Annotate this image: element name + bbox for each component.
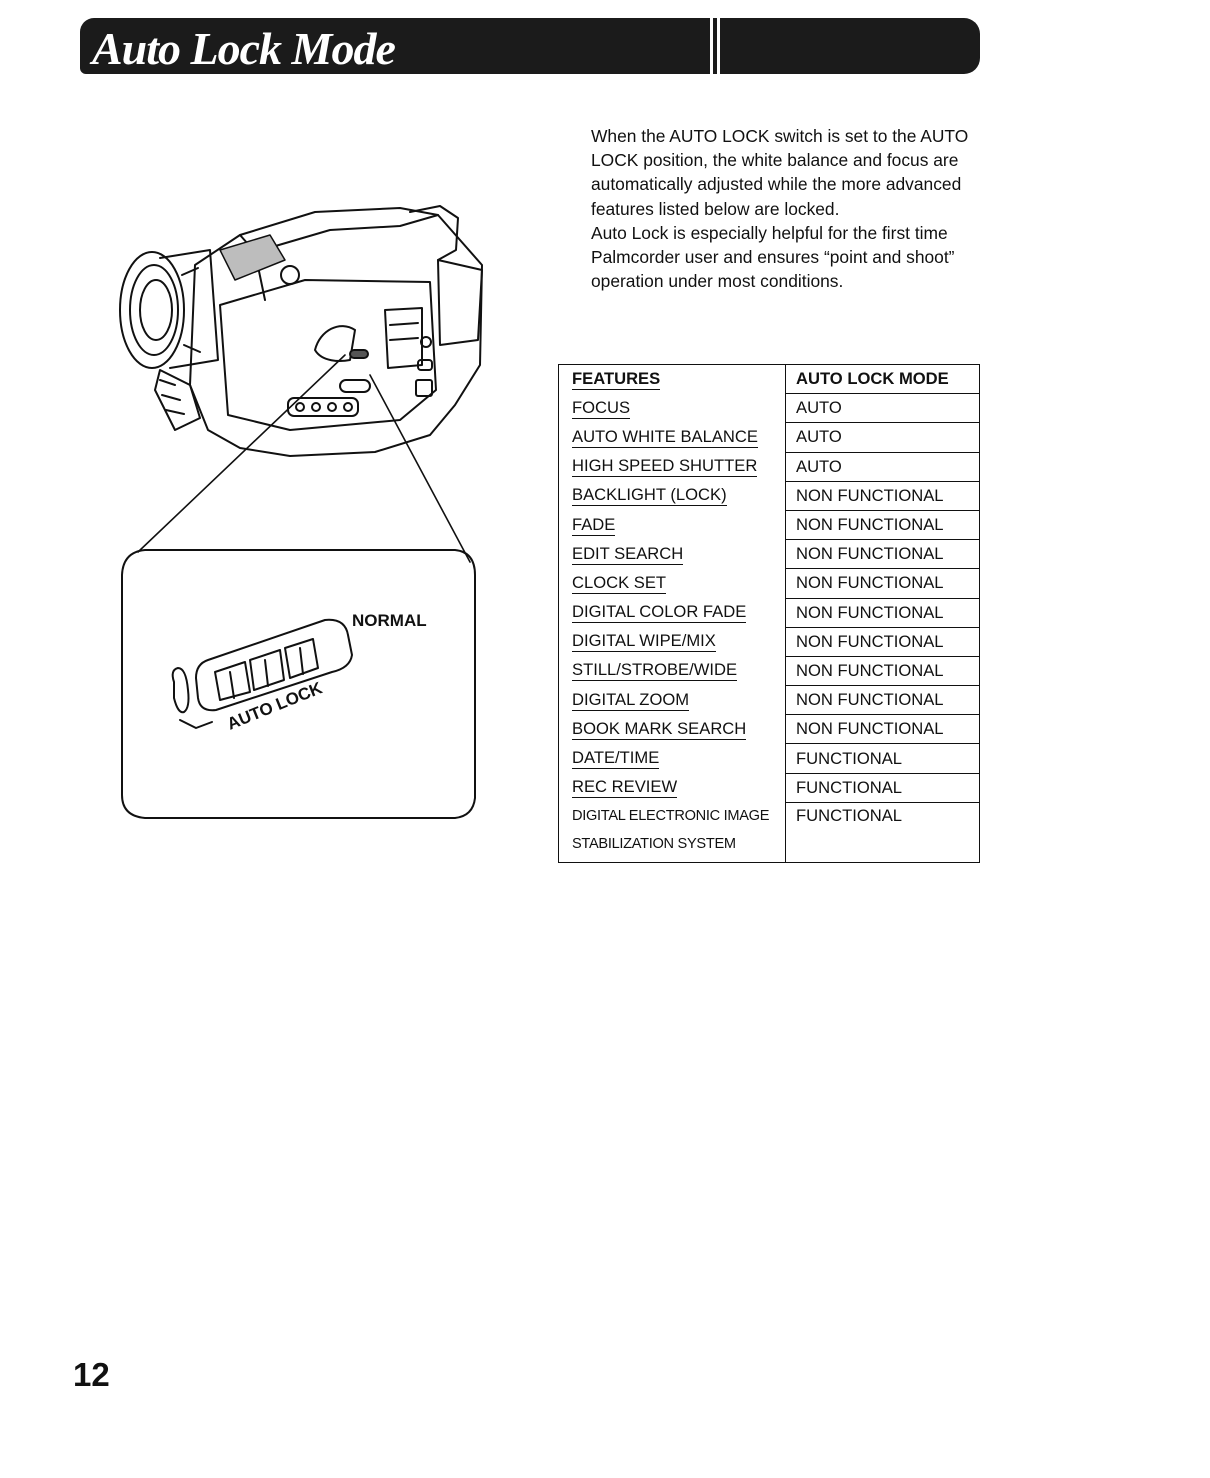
title-bar-stripe: [717, 18, 720, 74]
mode-cell: NON FUNCTIONAL: [786, 510, 980, 539]
callout-lines: [138, 355, 470, 562]
mode-cell: NON FUNCTIONAL: [786, 686, 980, 715]
feature-cell: BACKLIGHT (LOCK): [559, 481, 786, 510]
feature-line: DIGITAL ELECTRONIC IMAGE: [572, 808, 770, 825]
mode-cell: FUNCTIONAL: [786, 802, 980, 862]
feature-line: STABILIZATION SYSTEM: [572, 836, 736, 853]
intro-paragraph-1: When the AUTO LOCK switch is set to the AUTO LOCK position, the white balance and focus are automatically adjusted while the more advanced features listed below are locked.: [591, 126, 969, 219]
feature-cell: [559, 802, 786, 862]
table-row: [559, 481, 980, 510]
title-bar: [80, 18, 980, 74]
table-row: [559, 627, 980, 656]
table-header-row: [559, 365, 980, 394]
table-row: [559, 394, 980, 423]
intro-text: [591, 124, 991, 293]
table-row: [559, 715, 980, 744]
feature-cell: EDIT SEARCH: [559, 540, 786, 569]
feature-cell: HIGH SPEED SHUTTER: [559, 452, 786, 481]
feature-cell: CLOCK SET: [559, 569, 786, 598]
table-row: [559, 510, 980, 539]
page-number: 12: [73, 1356, 110, 1393]
feature-cell: FOCUS: [559, 394, 786, 423]
mode-cell: NON FUNCTIONAL: [786, 569, 980, 598]
mode-cell: FUNCTIONAL: [786, 773, 980, 802]
normal-label: NORMAL: [352, 611, 427, 630]
feature-cell: STILL/STROBE/WIDE: [559, 656, 786, 685]
mode-cell: AUTO: [786, 452, 980, 481]
features-table: [558, 364, 980, 863]
auto-lock-label: AUTO LOCK: [224, 678, 325, 734]
feature-cell: DIGITAL WIPE/MIX: [559, 627, 786, 656]
header-auto-lock-mode: AUTO LOCK MODE: [786, 365, 980, 394]
table-row: [559, 598, 980, 627]
title-bar-stripe: [710, 18, 713, 74]
table-row: [559, 540, 980, 569]
camcorder-body-drawing: [120, 206, 482, 456]
table-row: [559, 802, 980, 862]
switch-closeup-box: [122, 550, 475, 818]
camcorder-illustration: [100, 190, 500, 830]
mode-cell: NON FUNCTIONAL: [786, 715, 980, 744]
feature-cell: DATE/TIME: [559, 744, 786, 773]
mode-cell: NON FUNCTIONAL: [786, 656, 980, 685]
intro-paragraph-2: Auto Lock is especially helpful for the first time Palmcorder user and ensures “point and shoot” operation under most conditions.: [591, 222, 955, 292]
feature-cell: FADE: [559, 510, 786, 539]
header-features: FEATURES: [559, 365, 786, 394]
mode-cell: NON FUNCTIONAL: [786, 627, 980, 656]
feature-cell: REC REVIEW: [559, 773, 786, 802]
page-title: Auto Lock Mode: [92, 23, 395, 74]
mode-cell: AUTO: [786, 394, 980, 423]
mode-cell: FUNCTIONAL: [786, 744, 980, 773]
table-row: [559, 773, 980, 802]
table-row: [559, 686, 980, 715]
mode-cell: NON FUNCTIONAL: [786, 598, 980, 627]
mode-cell: NON FUNCTIONAL: [786, 481, 980, 510]
feature-cell: AUTO WHITE BALANCE: [559, 423, 786, 452]
feature-cell: BOOK MARK SEARCH: [559, 715, 786, 744]
feature-cell: DIGITAL ZOOM: [559, 686, 786, 715]
table-row: [559, 656, 980, 685]
mode-cell: AUTO: [786, 423, 980, 452]
table-row: [559, 423, 980, 452]
mode-cell: NON FUNCTIONAL: [786, 540, 980, 569]
feature-cell: DIGITAL COLOR FADE: [559, 598, 786, 627]
table-row: [559, 569, 980, 598]
table-row: [559, 452, 980, 481]
table-row: [559, 744, 980, 773]
